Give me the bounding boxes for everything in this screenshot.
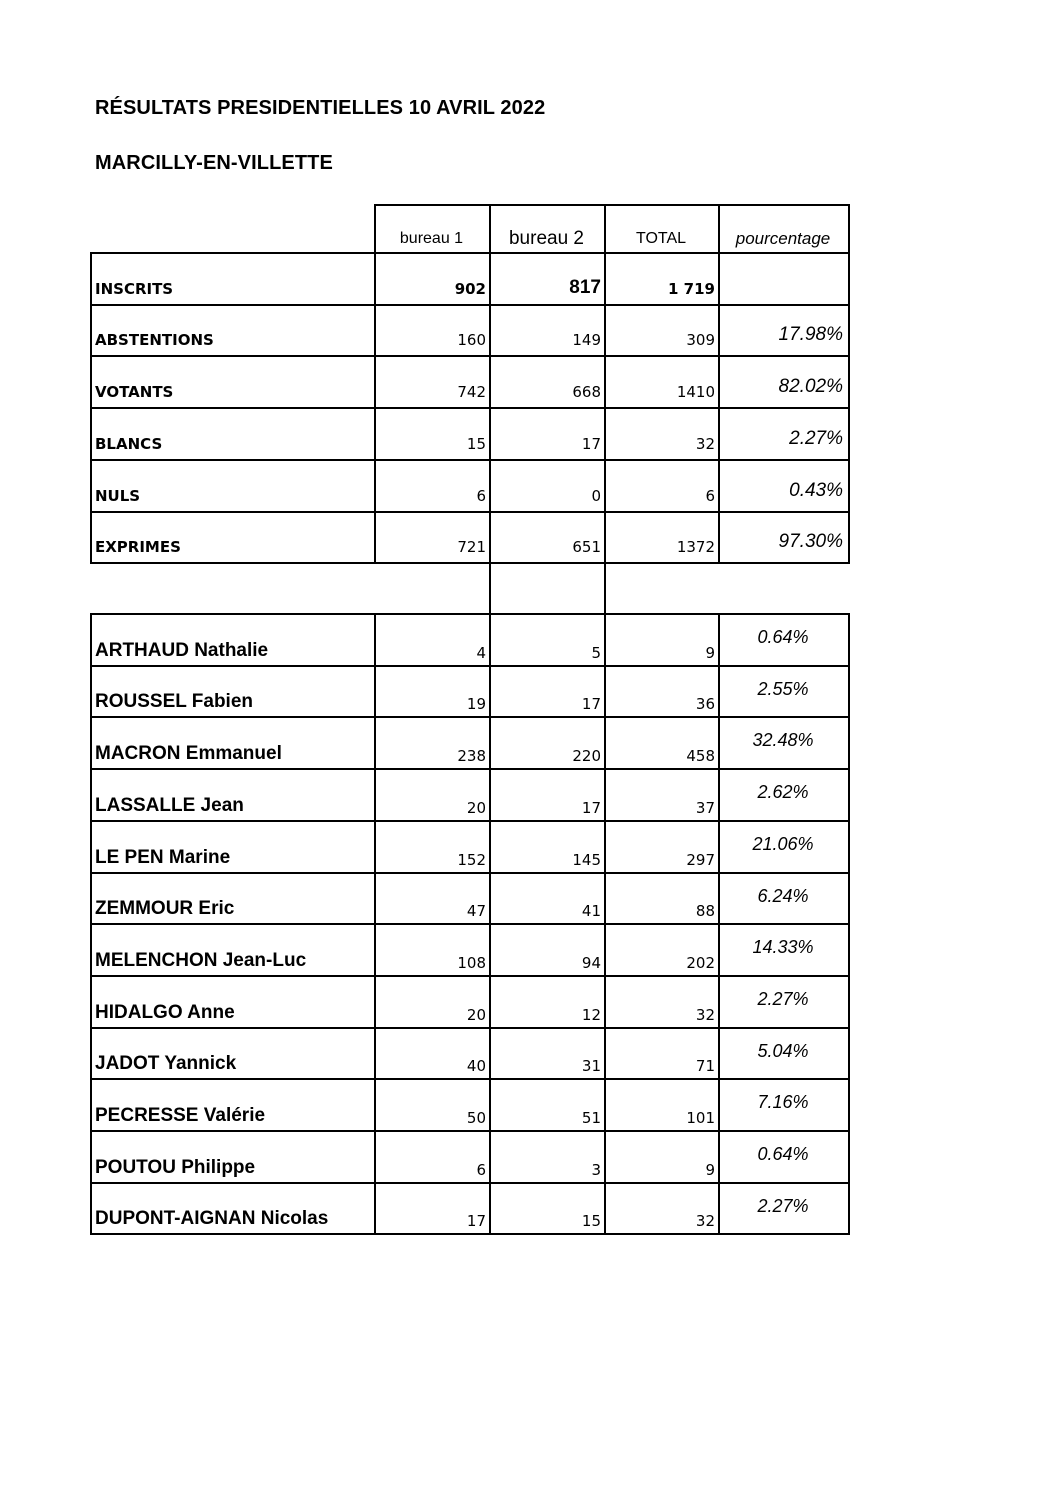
summary-bureau-1: 160 — [457, 331, 486, 349]
summary-total: 1410 — [676, 383, 715, 401]
summary-label: EXPRIMES — [95, 538, 181, 556]
candidate-bureau-1: 108 — [457, 954, 486, 972]
candidate-pourcentage: 2.55% — [757, 679, 809, 699]
candidate-name: ROUSSEL Fabien — [95, 691, 254, 712]
candidate-name: PECRESSE Valérie — [95, 1105, 266, 1126]
candidate-bureau-1: 17 — [466, 1212, 486, 1230]
candidate-name: JADOT Yannick — [95, 1053, 237, 1074]
summary-column-rule — [848, 407, 850, 459]
header-bureau-1: bureau 1 — [399, 230, 464, 247]
candidate-name: LE PEN Marine — [95, 847, 231, 868]
candidate-total: 36 — [695, 695, 715, 713]
summary-bureau-2: 651 — [572, 538, 601, 556]
commune-title: MARCILLY-EN-VILLETTE — [95, 152, 333, 174]
gap-column-rule — [604, 562, 606, 613]
header-pourcentage: pourcentage — [735, 229, 831, 248]
candidate-total: 32 — [695, 1212, 715, 1230]
candidate-column-rule — [848, 872, 850, 923]
header-column-rule — [848, 204, 850, 252]
summary-pourcentage: 0.43% — [789, 480, 843, 501]
candidate-bureau-1: 152 — [457, 851, 486, 869]
candidate-pourcentage: 2.27% — [757, 989, 809, 1009]
summary-pourcentage: 2.27% — [789, 428, 843, 449]
candidate-pourcentage: 14.33% — [752, 937, 814, 957]
candidate-column-rule — [848, 1182, 850, 1233]
summary-pourcentage: 17.98% — [778, 324, 843, 345]
candidate-column-rule — [848, 768, 850, 820]
summary-pourcentage — [718, 252, 848, 304]
summary-total: 1 719 — [668, 280, 715, 298]
candidate-bureau-2: 5 — [591, 644, 601, 662]
candidate-column-rule — [848, 665, 850, 716]
summary-bureau-1: 742 — [457, 383, 486, 401]
candidate-bureau-1: 50 — [466, 1109, 486, 1127]
summary-bureau-1: 6 — [476, 487, 486, 505]
candidate-name: ZEMMOUR Eric — [95, 898, 235, 919]
candidate-total: 32 — [695, 1006, 715, 1024]
summary-column-rule — [848, 511, 850, 562]
gap-column-rule — [489, 562, 491, 613]
candidate-bureau-2: 17 — [581, 799, 601, 817]
summary-total: 6 — [705, 487, 715, 505]
candidate-pourcentage: 2.27% — [757, 1196, 809, 1216]
candidate-pourcentage: 32.48% — [752, 730, 814, 750]
summary-column-rule — [848, 459, 850, 511]
candidate-total: 458 — [686, 747, 715, 765]
summary-pourcentage: 97.30% — [778, 531, 843, 552]
candidate-bureau-2: 145 — [572, 851, 601, 869]
summary-label: VOTANTS — [95, 383, 174, 401]
summary-bureau-2: 817 — [569, 277, 601, 298]
candidate-bureau-2: 17 — [581, 695, 601, 713]
candidate-bureau-1: 4 — [476, 644, 486, 662]
summary-label: INSCRITS — [95, 280, 174, 298]
header-bureau-2: bureau 2 — [508, 228, 584, 249]
candidate-total: 297 — [686, 851, 715, 869]
candidate-total: 101 — [686, 1109, 715, 1127]
candidate-pourcentage: 21.06% — [752, 834, 814, 854]
summary-bureau-1: 15 — [466, 435, 486, 453]
candidate-bureau-2: 220 — [572, 747, 601, 765]
header-total: TOTAL — [635, 230, 687, 247]
summary-total: 32 — [695, 435, 715, 453]
summary-label: ABSTENTIONS — [95, 331, 214, 349]
candidate-pourcentage: 7.16% — [757, 1092, 809, 1112]
candidate-bureau-1: 20 — [466, 799, 486, 817]
summary-pourcentage: 82.02% — [778, 376, 843, 397]
candidate-total: 9 — [705, 644, 715, 662]
summary-label: BLANCS — [95, 435, 163, 453]
summary-total: 309 — [686, 331, 715, 349]
candidate-column-rule — [848, 1078, 850, 1130]
candidate-pourcentage: 2.62% — [757, 782, 809, 802]
candidate-row-rule — [90, 1233, 850, 1235]
candidate-bureau-2: 31 — [581, 1057, 601, 1075]
candidate-column-rule — [848, 923, 850, 975]
candidate-bureau-2: 94 — [581, 954, 601, 972]
candidate-total: 71 — [695, 1057, 715, 1075]
candidate-name: POUTOU Philippe — [95, 1157, 256, 1178]
candidate-column-rule — [848, 820, 850, 872]
summary-column-rule — [848, 252, 850, 304]
summary-row-rule — [90, 562, 850, 564]
candidate-column-rule — [848, 613, 850, 665]
candidate-bureau-1: 40 — [466, 1057, 486, 1075]
summary-bureau-1: 721 — [457, 538, 486, 556]
candidate-bureau-1: 19 — [466, 695, 486, 713]
candidate-name: HIDALGO Anne — [95, 1002, 235, 1023]
candidate-name: MACRON Emmanuel — [95, 743, 282, 764]
candidate-total: 37 — [695, 799, 715, 817]
summary-bureau-2: 149 — [572, 331, 601, 349]
summary-total: 1372 — [676, 538, 715, 556]
candidate-bureau-2: 15 — [581, 1212, 601, 1230]
candidate-name: DUPONT-AIGNAN Nicolas — [95, 1208, 329, 1229]
candidate-pourcentage: 6.24% — [757, 886, 809, 906]
summary-column-rule — [848, 355, 850, 407]
summary-bureau-1: 902 — [454, 280, 486, 298]
candidate-name: ARTHAUD Nathalie — [95, 640, 269, 661]
candidate-bureau-1: 6 — [476, 1161, 486, 1179]
candidate-column-rule — [848, 1027, 850, 1078]
candidate-pourcentage: 5.04% — [757, 1041, 809, 1061]
candidate-pourcentage: 0.64% — [757, 1144, 809, 1164]
candidate-column-rule — [848, 975, 850, 1027]
summary-bureau-2: 17 — [581, 435, 601, 453]
summary-bureau-2: 668 — [572, 383, 601, 401]
candidate-column-rule — [848, 716, 850, 768]
candidate-column-rule — [848, 1130, 850, 1182]
candidate-bureau-1: 47 — [466, 902, 486, 920]
page-title: RÉSULTATS PRESIDENTIELLES 10 AVRIL 2022 — [95, 97, 546, 119]
candidate-bureau-1: 20 — [466, 1006, 486, 1024]
candidate-bureau-2: 3 — [591, 1161, 601, 1179]
candidate-bureau-1: 238 — [457, 747, 486, 765]
candidate-bureau-2: 12 — [581, 1006, 601, 1024]
candidate-total: 202 — [686, 954, 715, 972]
candidate-total: 9 — [705, 1161, 715, 1179]
candidate-name: MELENCHON Jean-Luc — [95, 950, 307, 971]
candidate-pourcentage: 0.64% — [757, 627, 809, 647]
candidate-bureau-2: 51 — [581, 1109, 601, 1127]
summary-label: NULS — [95, 487, 141, 505]
summary-column-rule — [848, 304, 850, 355]
summary-bureau-2: 0 — [591, 487, 601, 505]
candidate-name: LASSALLE Jean — [95, 795, 244, 816]
candidate-total: 88 — [695, 902, 715, 920]
candidate-bureau-2: 41 — [581, 902, 601, 920]
